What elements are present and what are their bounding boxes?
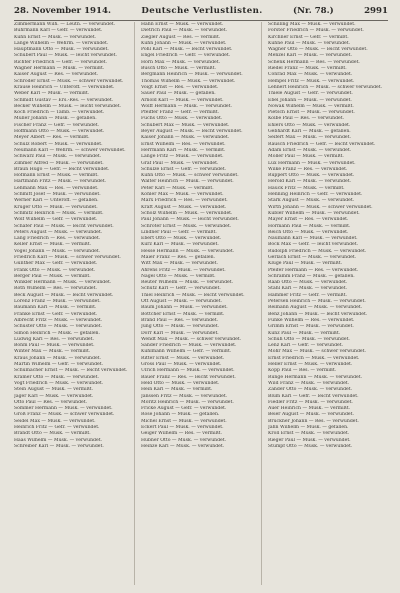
casualty-entry: Reimann August — Musk. — verwundet.	[268, 305, 363, 311]
casualty-entry: Fricke August — Gefr. — verwundet.	[141, 406, 227, 412]
casualty-entry: Ehlers Otto — Musk. — verwundet.	[268, 122, 351, 128]
casualty-entry: Wagner Otto — Musk. — leicht verwundet.	[268, 47, 368, 53]
casualty-entry: Beyer August — Musk. — leicht verwundet.	[141, 129, 243, 135]
casualty-entry: Krämer Otto — Musk. — verwundet.	[14, 374, 99, 380]
casualty-entry: Vogel Johann — Musk. — verwundet.	[14, 248, 101, 254]
casualty-entry: Hübner Otto — Musk. — verwundet.	[141, 437, 227, 443]
casualty-entry: Henning Heinrich — Gefr. — verwundet.	[268, 192, 363, 198]
casualty-entry: Jung Otto — Musk. — verwundet.	[141, 324, 219, 330]
casualty-entry: Schubert Paul — Musk. — leicht verwundet.	[14, 53, 117, 59]
casualty-entry: Busch Otto — Musk. — vermißt.	[141, 66, 216, 72]
casualty-entry: Lang Friedrich — Res. — verwundet.	[14, 236, 101, 242]
casualty-entry: Michel Ernst — Musk. — verwundet.	[141, 418, 227, 424]
casualty-entry: Hauck Fritz — Musk. — vermißt.	[268, 185, 345, 191]
casualty-entry: Gebhardt Karl — Musk. — gefallen.	[268, 129, 351, 135]
casualty-entry: Lehnert Heinrich — Musk. — schwer verwundet.	[268, 84, 383, 90]
casualty-entry: Schilling Max — Musk. — verwundet.	[268, 22, 356, 27]
casualty-entry: Wolf Wilhelm — Gefr. — verwundet.	[14, 217, 98, 223]
casualty-entry: Petersen Heinrich — Musk. — verwundet.	[268, 299, 366, 305]
casualty-entry: Ott August — Musk. — verwundet.	[141, 299, 222, 305]
casualty-entry: Kirchner Ernst — Gefr. — vermißt.	[268, 34, 349, 40]
casualty-entry: Raab Otto — Musk. — verwundet.	[268, 280, 348, 286]
casualty-entry: Beier August — Musk. — verwundet.	[268, 412, 354, 418]
casualty-entry: Winter Max — Musk. — vermißt.	[14, 349, 91, 355]
casualty-entry: Rose Johann — Musk. — gefallen.	[141, 412, 220, 418]
casualty-entry: Dietrich Paul — Musk. — verwundet.	[141, 28, 228, 34]
casualty-entry: Stein August — Musk. — vermißt.	[14, 387, 93, 393]
casualty-entry: Schreiber Karl — Musk. — verwundet.	[14, 443, 104, 449]
casualty-entry: Stark August — Musk. — verwundet.	[268, 198, 355, 204]
casualty-entry: Held Otto — Musk. — verwundet.	[141, 380, 220, 386]
casualty-entry: Hahn Ernst — Musk. — verwundet.	[141, 22, 224, 27]
casualty-entry: Hörmann Paul — Musk. — vermißt.	[268, 223, 351, 229]
casualty-entry: Conrad Max — Musk. — verwundet.	[268, 72, 353, 78]
casualty-entry: Hein Karl — Musk. — vermißt.	[141, 387, 213, 393]
page-header	[14, 6, 388, 21]
casualty-entry: Baum Johann — Musk. — verwundet.	[141, 305, 228, 311]
casualty-entry: Maier Franz — Res. — gefallen.	[141, 254, 215, 260]
casualty-entry: Moritz Heinrich — Musk. — verwundet.	[141, 399, 234, 405]
casualty-entry: Böttcher Ernst — Musk. — vermißt.	[141, 311, 225, 317]
casualty-entry: Becker Wilhelm — Musk. — leicht verwundet.	[14, 103, 122, 109]
casualty-entry: Seifert Max — Musk. — verwundet.	[268, 135, 351, 141]
casualty-entry: Fuchs Otto — Musk. — verwundet.	[141, 116, 223, 122]
casualty-entry: Gross Paul — Musk. — verwundet.	[141, 362, 222, 368]
casualty-entry: Günther Max — Gefr. — verwundet.	[14, 261, 98, 267]
casualty-entry: Hammer Fritz — Gefr. — vermißt.	[268, 292, 347, 298]
casualty-entry: Kurz Karl — Musk. — verwundet.	[141, 242, 219, 248]
casualty-entry: Hoffmann Otto — Musk. — verwundet.	[14, 129, 105, 135]
casualty-entry: Zimmer Alfred — Musk. — verwundet.	[14, 160, 104, 166]
casualty-entry: Eckert Paul — Musk. — verwundet.	[141, 425, 224, 430]
casualty-entry: Arnold Karl — Musk. — verwundet.	[141, 97, 224, 103]
casualty-entry: Förster Friedrich — Musk. — verwundet.	[268, 28, 364, 34]
casualty-entry: Vogt Friedrich — Musk. — verwundet.	[14, 380, 104, 386]
casualty-entry: Gerlach Ernst — Musk. — verwundet.	[268, 254, 357, 260]
casualty-entry: Rieger Paul — Musk. — verwundet.	[268, 437, 351, 443]
casualty-entry: Schäfer Paul — Musk. — leicht verwundet.	[14, 223, 114, 229]
casualty-entry: Janssen Fritz — Musk. — verwundet.	[141, 393, 228, 399]
casualty-entry: Heinze Karl — Musk. — verwundet.	[141, 443, 225, 449]
casualty-entry: Kroll Ernst — Musk. — verwundet.	[268, 431, 350, 437]
casualty-entry: Beck August — Musk. — leicht verwundet.	[14, 292, 114, 298]
casualty-entry: Jäger Karl — Musk. — verwundet.	[14, 393, 94, 399]
casualty-entry: Ulrich Hermann — Musk. — verwundet.	[141, 368, 235, 374]
casualty-entry: Buhrmann Karl — Gefr. — verwundet.	[14, 28, 103, 34]
casualty-entry: Hofmann Ernst — Musk. — vermißt.	[14, 173, 99, 179]
casualty-entry: Kopp Paul — Res. — vermißt.	[268, 368, 337, 374]
casualty-entry: Ruppert Otto — Musk. — verwundet.	[268, 173, 355, 179]
casualty-entry: Funke Wilhelm — Res. — verwundet.	[268, 317, 355, 323]
casualty-entry: Herrmann Karl — Musk. — vermißt.	[141, 147, 226, 153]
casualty-entry: Schuster Otto — Musk. — verwundet.	[14, 324, 103, 330]
casualty-entry: Adam Ernst — Musk. — verwundet.	[268, 147, 352, 153]
casualty-entry: Otto Paul — Res. — verwundet.	[14, 399, 88, 405]
casualty-entry: Brückner Johann — Res. — verwundet.	[268, 418, 359, 424]
casualty-entry: Mohr Max — Musk. — schwer verwundet.	[268, 349, 366, 355]
casualty-entry: Baumann Karl — Musk. — vermißt.	[14, 305, 97, 311]
casualty-entry: Ludwig Karl — Res. — verwundet.	[14, 336, 94, 342]
casualty-entry: Braun Hugo — Gefr. — leicht verwundet.	[14, 166, 110, 172]
casualty-entry: Auer Heinrich — Musk. — vermißt.	[268, 406, 351, 412]
casualty-entry: Wagner Hermann — Musk. — vermißt.	[14, 66, 105, 72]
casualty-entry: Menzel Karl — Musk. — verwundet.	[268, 53, 352, 59]
casualty-entry: Krause Heinrich — Unteroff. — verwundet.	[14, 84, 115, 90]
casualty-entry: Ebel Johann — Musk. — verwundet.	[268, 97, 352, 103]
casualty-entry: Sander Friedrich — Musk. — verwundet.	[141, 343, 237, 349]
casualty-entry: Kuhlmann Wilhelm — Gefr. — vermißt.	[141, 349, 232, 355]
casualty-entry: Wendt Max — Musk. — schwer verwundet.	[141, 336, 242, 342]
casualty-entry: Kühn Otto — Musk. — schwer verwundet.	[141, 173, 239, 179]
casualty-entry: Kuhn Johann — Musk. — verwundet.	[141, 40, 227, 46]
header-date: 28. November 1914.	[14, 6, 111, 16]
casualty-entry: Schumacher Ernst — Musk. — leicht verwundet.	[14, 368, 128, 374]
casualty-entry: Hauptmann Otto — Musk. — verwundet.	[14, 47, 109, 53]
casualty-entry: Groß Franz — Musk. — schwer verwundet.	[14, 412, 115, 418]
casualty-entry: Köhler Max — Musk. — verwundet.	[141, 192, 224, 198]
casualty-entry: Meyer Albert — Res. — vermißt.	[14, 135, 90, 141]
casualty-entry: Richter Friedrich — Gefr. — verwundet.	[14, 59, 107, 65]
casualty-entry: Winkler Hermann — Musk. — verwundet.	[14, 280, 112, 286]
casualty-entry: Bauer Franz — Res. — leicht verwundet.	[141, 374, 236, 380]
casualty-entry: Runge Hermann — Musk. — verwundet.	[268, 374, 363, 380]
casualty-entry: Lorenz Franz — Musk. — verwundet.	[14, 299, 101, 305]
casualty-entry: Roth Wilhelm — Res. — verwundet.	[14, 286, 97, 292]
casualty-entry: Lange Wilhelm — Wehrm. — verwundet.	[14, 40, 109, 46]
casualty-entry: Schröter Ernst — Musk. — verwundet.	[141, 223, 232, 229]
casualty-entry: Thomas Wilhelm — Musk. — verwundet.	[141, 78, 236, 84]
casualty-entry: Schulz Robert — Musk. — verwundet.	[14, 141, 103, 147]
casualty-entry: Simon Heinrich — Musk. — gefallen.	[14, 330, 100, 336]
casualty-entry: Seidel Max — Musk. — verwundet.	[14, 418, 96, 424]
casualty-entry: Lindner Paul — Gefr. — vermißt.	[141, 229, 217, 235]
casualty-entry: Zander Otto — Musk. — verwundet.	[268, 387, 353, 393]
casualty-entry: Brandt Otto — Musk. — vermißt.	[14, 431, 91, 437]
casualty-entry: Berger Paul — Musk. — vermißt.	[14, 273, 91, 279]
casualty-entry: Schröder Ernst — Musk. — schwer verwundet.	[14, 78, 124, 84]
casualty-entry: Fiedler Fritz — Musk. — verwundet.	[268, 399, 353, 405]
header-issue: (Nr. 78.)	[293, 6, 334, 16]
casualty-entry: Martin Wilhelm — Gefr. — verwundet.	[14, 362, 104, 368]
casualty-entry: Peters August — Musk. — verwundet.	[14, 229, 103, 235]
casualty-entry: Ritter Ernst — Musk. — verwundet.	[141, 355, 225, 361]
casualty-entry: Schubert Max — Musk. — verwundet.	[141, 122, 230, 128]
casualty-entry: Engel Friedrich — Gefr. — verwundet.	[141, 53, 231, 59]
casualty-entry: Kolbe Paul — Res. — verwundet.	[268, 116, 345, 122]
casualty-entry: Hempel Fritz — Musk. — verwundet.	[268, 78, 355, 84]
casualty-entry: Paul Johann — Musk. — leicht verwundet.	[141, 217, 239, 223]
casualty-entry: Kübler Wilhelm — Musk. — verwundet.	[268, 210, 360, 216]
casualty-entry: Rausch Friedrich — Gefr. — leicht verwundet.	[268, 141, 376, 147]
casualty-entry: Böhm Paul — Musk. — verwundet.	[14, 343, 95, 349]
casualty-entry: Blum Karl — Gefr. — leicht verwundet.	[268, 393, 359, 399]
casualty-entry: Fischer Franz — Gefr. — verwundet.	[14, 122, 100, 128]
casualty-entry: Geiger Wilhelm — Res. — vermißt.	[141, 431, 222, 437]
casualty-entry: Schmitz Heinrich — Musk. — vermißt.	[14, 210, 104, 216]
casualty-entry: Bock Max — Gefr. — leicht verwundet.	[268, 242, 359, 248]
casualty-entry: Friedrich Karl — Musk. — schwer verwundet.	[14, 254, 121, 260]
casualty-entry: Hesse Hermann — Musk. — verwundet.	[141, 248, 235, 254]
casualty-entry: Schütz Karl — Gefr. — verwundet.	[141, 286, 221, 292]
column-left	[14, 22, 135, 585]
casualty-entry: Keller Ernst — Musk. — vermißt.	[14, 242, 92, 248]
casualty-entry: Schulze Ernst — Gefr. — verwundet.	[141, 166, 227, 172]
casualty-entry: Schuh Otto — Musk. — verwundet.	[268, 336, 350, 342]
casualty-entry: Naumann Karl — Musk. — verwundet.	[268, 236, 358, 242]
casualty-entry: Grimm Ernst — Musk. — verwundet.	[268, 324, 354, 330]
casualty-entry: Thiel Heinrich — Musk. — leicht verwundet.	[141, 292, 245, 298]
casualty-entry: Jahn Wilhelm — Musk. — gefallen.	[268, 425, 349, 430]
casualty-entry: Lux Hermann — Musk. — verwundet.	[268, 160, 356, 166]
casualty-entry: Heinrich Fritz — Gefr. — verwundet.	[14, 425, 100, 430]
casualty-entry: Koch Friedrich — Tamb. — verwundet.	[14, 110, 105, 116]
casualty-entry: Reuter Wilhelm — Musk. — verwundet.	[141, 280, 234, 286]
casualty-entry: Mayer Ernst — Res. — verwundet.	[268, 217, 349, 223]
casualty-entry: Franke Ernst — Gefr. — verwundet.	[14, 311, 98, 317]
column-middle	[141, 22, 262, 585]
casualty-entry: Witt Max — Musk. — verwundet.	[141, 261, 218, 267]
casualty-entry: Sommer Hermann — Musk. — verwundet.	[14, 406, 113, 412]
casualty-entry: Ahrens Fritz — Musk. — verwundet.	[141, 267, 226, 273]
casualty-entry: Kühne Paul — Musk. — verwundet.	[268, 40, 351, 46]
casualty-entry: Müller Johann — Musk. — gefallen.	[14, 116, 97, 122]
casualty-entry: Heller Ernst — Musk. — verwundet.	[268, 362, 353, 368]
casualty-entry: Wolff Hermann — Musk. — verwundet.	[141, 103, 232, 109]
casualty-entry: Schramm Franz — Musk. — gefallen.	[268, 273, 355, 279]
casualty-entry: Reich Otto — Musk. — verwundet.	[268, 229, 349, 235]
casualty-entry: Pfeifer Hermann — Res. — verwundet.	[268, 267, 359, 273]
casualty-entry: Lehmann Max — Res. — verwundet.	[14, 185, 99, 191]
casualty-entry: Wilke Franz — Res. — verwundet.	[268, 166, 348, 172]
casualty-entry: Möller Paul — Musk. — vermißt.	[268, 154, 344, 160]
casualty-entry: Pohl Karl — Musk. — leicht verwundet.	[141, 47, 233, 53]
casualty-entry: Schmitt Josef — Musk. — verwundet.	[14, 192, 101, 198]
casualty-entry: Ernst Wilhelm — Res. — verwundet.	[141, 141, 226, 147]
casualty-entry: Haas Wilhelm — Musk. — verwundet.	[14, 437, 102, 443]
casualty-entry: Schenk Hermann — Res. — verwundet.	[268, 59, 360, 65]
casualty-entry: Werner Karl — Unteroff. — gefallen.	[14, 198, 99, 204]
casualty-entry: Nagel Otto — Musk. — vermißt.	[141, 273, 216, 279]
casualty-entry: Zimmermann Wilh. — Leutn. — verwundet.	[14, 22, 116, 27]
casualty-entry: Lange Fritz — Musk. — verwundet.	[141, 154, 224, 160]
casualty-entry: Kraft August — Musk. — verwundet.	[141, 204, 227, 210]
casualty-entry: Pietsch Ernst — Musk. — verwundet.	[268, 110, 355, 116]
casualty-entry: Nowak Wilhelm — Musk. — vermißt.	[268, 103, 354, 109]
casualty-entry: Schmidt Gustav — Ers.-Res. — verwundet.	[14, 97, 114, 103]
casualty-entry: Wirth Johann — Musk. — schwer verwundet.	[268, 204, 373, 210]
casualty-entry: Schwarz Paul — Musk. — verwundet.	[14, 154, 102, 160]
casualty-entry: Neumann Karl — Wehrm. — schwer verwundet.	[14, 147, 126, 153]
casualty-entry: Weber Karl — Musk. — vermißt.	[14, 91, 90, 97]
casualty-entry: Hartmann Fritz — Musk. — verwundet.	[14, 179, 106, 185]
casualty-entry: Frank Otto — Musk. — verwundet.	[14, 267, 96, 273]
casualty-entry: Kaiser Johann — Musk. — verwundet.	[141, 135, 230, 141]
casualty-entry: Sauer Paul — Musk. — gefallen.	[141, 91, 216, 97]
casualty-entry: Voigt Ernst — Res. — verwundet.	[141, 84, 219, 90]
casualty-entry: Ziegler August — Res. — vermißt.	[141, 34, 221, 40]
casualty-entry: Ernst Friedrich — Musk. — verwundet.	[268, 355, 360, 361]
casualty-entry: Stahl Karl — Musk. — verwundet.	[268, 286, 348, 292]
casualty-entry: Bergmann Heinrich — Musk. — verwundet.	[141, 72, 243, 78]
casualty-entry: Riedel Franz — Musk. — vermißt.	[268, 66, 347, 72]
casualty-entry: Horn Max — Musk. — verwundet.	[141, 59, 221, 65]
casualty-entry: Walter Heinrich — Musk. — verwundet.	[141, 179, 234, 185]
casualty-entry: Thiele August — Gefr. — verwundet.	[268, 91, 353, 97]
casualty-entry: Pfeiffer Franz — Gefr. — vermißt.	[141, 110, 220, 116]
casualty-entry: Kühn Ernst — Musk. — verwundet.	[14, 34, 96, 40]
column-right	[268, 22, 388, 585]
casualty-entry: Dörr Karl — Musk. — verwundet.	[141, 330, 219, 336]
casualty-entry: Albrecht Fritz — Musk. — verwundet.	[14, 317, 103, 323]
casualty-entry: Lenz Karl — Gefr. — verwundet.	[268, 343, 344, 349]
casualty-entry: Wild Franz — Musk. — verwundet.	[268, 380, 350, 386]
casualty-entry: Stumpf Otto — Musk. — verwundet.	[268, 443, 353, 449]
casualty-entry: Scholz Wilhelm — Musk. — verwundet.	[141, 210, 233, 216]
casualty-entry: Kunz Paul — Musk. — vermißt.	[268, 330, 341, 336]
casualty-entry: Rudolph Friedrich — Musk. — verwundet.	[268, 248, 367, 254]
casualty-entry: Kaiser August — Res. — verwundet.	[14, 72, 99, 78]
header-title: Deutsche Verlustlisten.	[141, 6, 263, 16]
casualty-entry: Krüger Otto — Musk. — verwundet.	[14, 204, 98, 210]
text-columns	[14, 22, 388, 585]
casualty-entry: Graf Paul — Musk. — verwundet.	[141, 160, 219, 166]
casualty-entry: Ebert Otto — Musk. — verwundet.	[141, 236, 222, 242]
casualty-entry: Kraus Johann — Musk. — verwundet.	[14, 355, 101, 361]
casualty-entry: Benz Johann — Musk. — leicht verwundet.	[268, 311, 368, 317]
casualty-entry: Peter Karl — Musk. — vermißt.	[141, 185, 214, 191]
casualty-entry: Brand Paul — Res. — verwundet.	[141, 317, 219, 323]
casualty-entry: Kluge Paul — Musk. — vermißt.	[268, 261, 343, 267]
casualty-entry: Herold Karl — Musk. — verwundet.	[268, 179, 352, 185]
casualty-entry: Marx Friedrich — Res. — verwundet.	[141, 198, 228, 204]
header-page-number: 2991	[364, 6, 388, 16]
